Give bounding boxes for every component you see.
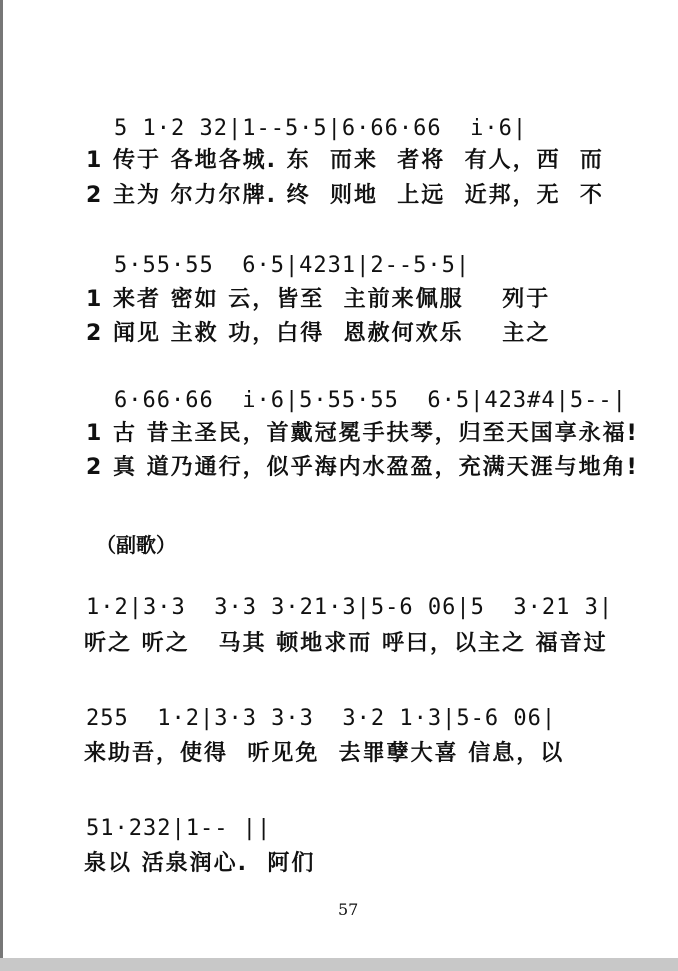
stanza-2-lyric-verse-2: 2 闻见 主救 功，白得 恩赦何欢乐 主之	[86, 321, 551, 346]
chorus-lyric-3: 泉以 活泉润心. 阿们	[84, 851, 316, 876]
chorus-lyric-1: 听之 听之 马其 顿地求而 呼曰，以主之 福音过	[84, 631, 608, 656]
stanza-3-lyric-verse-1: 1 古 昔主圣民，首戴冠冕手扶琴，归至天国享永福!	[86, 421, 639, 446]
chorus-label: （副歌）	[96, 533, 176, 557]
scan-left-edge	[0, 0, 3, 960]
chorus-notation-2: 255 1·2|3·3 3·3 3·2 1·3|5-6 06|	[86, 706, 557, 731]
stanza-3-notation: 6·66·66 i·6|5·55·55 6·5|423#4|5--|	[114, 388, 627, 413]
scan-bottom-edge	[0, 958, 678, 971]
chorus-lyric-2: 来助吾，使得 听见免 去罪孽大喜 信息，以	[84, 741, 565, 766]
chorus-notation-1: 1·2|3·3 3·3 3·21·3|5-6 06|5 3·21 3|	[86, 595, 614, 620]
stanza-1-lyric-verse-2: 2 主为 尔力尔牌. 终 则地 上远 近邦，无 不	[86, 183, 604, 208]
stanza-2-notation: 5·55·55 6·5|4231|2--5·5|	[114, 253, 471, 278]
chorus-notation-3: 51·232|1-- ||	[86, 816, 272, 841]
stanza-3-lyric-verse-2: 2 真 道乃通行，似乎海内水盈盈，充满天涯与地角!	[86, 455, 639, 480]
stanza-2-lyric-verse-1: 1 来者 密如 云，皆至 主前来佩服 列于	[86, 287, 551, 312]
stanza-1-lyric-verse-1: 1 传于 各地各城. 东 而来 者将 有人，西 而	[86, 148, 604, 173]
page-number: 57	[338, 900, 359, 919]
stanza-1-notation: 5 1·2 32|1--5·5|6·66·66 i·6|	[114, 116, 528, 141]
